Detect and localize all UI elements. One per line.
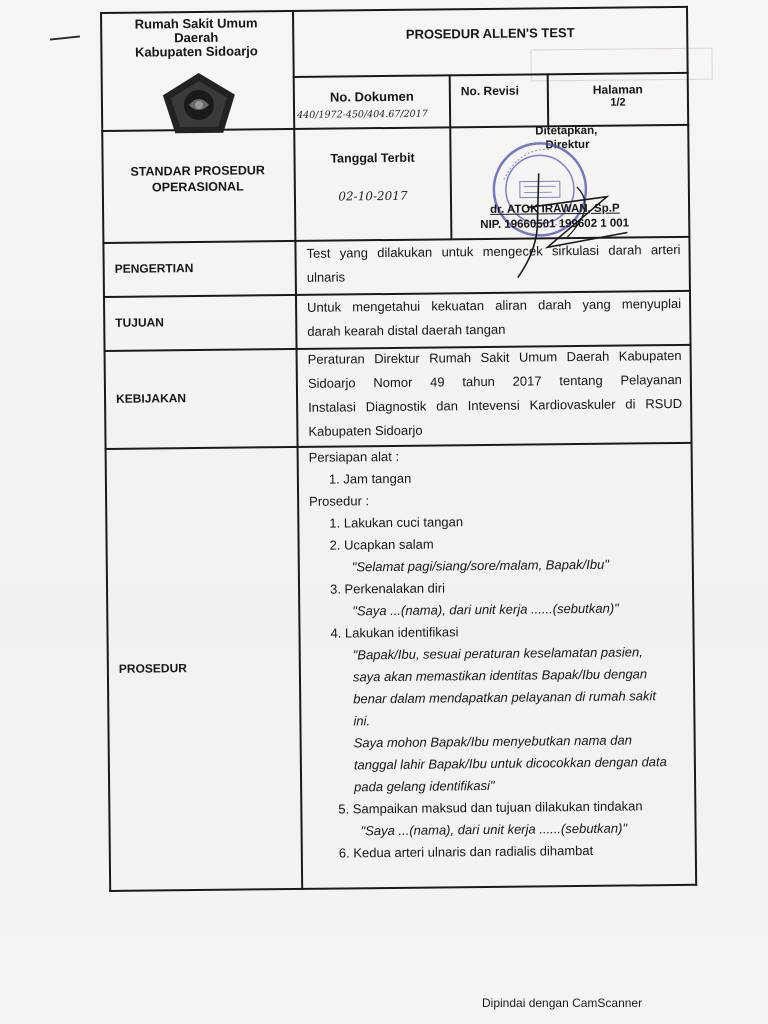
tujuan-line2: darah kearah distal daerah tangan [307,321,506,339]
prosedur-line-4: 2. Ucapkan salam [329,536,434,553]
prosedur-line-18: 6. Kedua arteri ulnaris dan radialis dihambat [338,842,594,861]
prosedur-line-3: 1. Lakukan cuci tangan [329,514,464,531]
tujuan-label: TUJUAN [115,315,164,330]
table-border-bottom [109,884,697,892]
prosedur-line-15: pada gelang identifikasi" [354,777,495,795]
sop-document [100,6,721,912]
document-title: PROSEDUR ALLEN'S TEST [405,25,575,42]
pengertian-text [306,238,680,290]
doc-number-label: No. Dokumen [329,88,414,105]
prosedur-line-14: tanggal lahir Bapak/Ibu untuk dicocokkan dengan data [353,754,667,773]
sop-label-line2: OPERASIONAL [151,179,244,195]
doc-number-value: 440/1972-450/404.67/2017 [297,108,428,121]
hospital-name-line3: Kabupaten Sidoarjo [134,43,258,60]
prosedur-line-11: benar dalam mendapatkan pelayanan di rumah sakit [353,688,657,707]
table-border-left [100,12,111,892]
prosedur-line-9: "Bapak/Ibu, sesuai peraturan keselamatan pasien, [352,644,643,663]
pengertian-line1: Test yang dilakukan untuk mengecek sirkulasi darah arteri [306,241,681,261]
prosedur-line-7: "Saya ...(nama), dari unit kerja ......(sebutkan)" [352,600,619,619]
approved-label: Ditetapkan, [535,124,598,138]
prosedur-line-17: "Saya ...(nama), dari unit kerja ......(sebutkan)" [360,820,628,839]
revision-label: No. Revisi [460,83,519,99]
director-name: dr. ATOK IRAWAN, Sp.P [490,202,620,216]
director-nip: NIP. 19660501 199602 1 001 [480,217,630,232]
faint-background-stamp [530,48,712,82]
table-border-right [686,6,697,886]
prosedur-label: PROSEDUR [118,661,187,676]
kebijakan-line2: Sidoarjo Nomor 49 tahun 2017 tentang Pelayanan [307,371,682,391]
column-divider [292,10,303,890]
page-label: Halaman [592,82,643,97]
hospital-name-line2: Daerah [174,29,219,46]
tujuan-line1: Untuk mengetahui kekuatan aliran darah yang menyuplai [307,295,682,315]
prosedur-line-12: ini. [353,713,371,729]
approved-director: Direktur [545,138,590,152]
page-value: 1/2 [610,96,626,109]
prosedur-line-16: 5. Sampaikan maksud dan tujuan dilakukan tindakan [338,798,643,817]
prosedur-line-8: 4. Lakukan identifikasi [330,624,459,641]
sop-label [102,162,294,196]
prosedur-line-13: Saya mohon Bapak/Ibu menyebutkan nama dan [353,732,632,751]
issued-date-value: 02-10-2017 [338,188,408,204]
hospital-logo-icon [159,71,240,138]
tujuan-text [307,292,681,344]
hospital-name [100,16,292,60]
kebijakan-line1: Peraturan Direktur Rumah Sakit Umum Daerah Kabupaten [307,347,682,367]
prosedur-line-2: Prosedur : [309,493,370,509]
scan-edge-mark [50,35,80,40]
sop-label-line1: STANDAR PROSEDUR [130,163,265,179]
prosedur-line-10: saya akan memastikan identitas Bapak/Ibu dengan [352,666,648,685]
camscanner-watermark: Dipindai dengan CamScanner [482,996,643,1010]
kebijakan-text [308,344,683,444]
kebijakan-line4: Kabupaten Sidoarjo [308,422,423,439]
pengertian-label: PENGERTIAN [114,261,194,276]
kebijakan-line3: Instalasi Diagnostik dan Intevensi Kardiovaskuler di RSUD [308,395,683,415]
prosedur-line-0: Persiapan alat : [308,448,400,465]
table-border-top [100,6,688,14]
kebijakan-label: KEBIJAKAN [115,391,187,406]
hospital-name-line1: Rumah Sakit Umum [134,15,258,32]
issued-date-label: Tanggal Terbit [330,150,415,166]
prosedur-line-1: 1. Jam tangan [328,470,412,487]
pengertian-line2: ulnaris [306,269,346,285]
prosedur-line-6: 3. Perkenalakan diri [329,580,446,597]
prosedur-line-5: "Selamat pagi/siang/sore/malam, Bapak/Ibu" [351,556,609,575]
